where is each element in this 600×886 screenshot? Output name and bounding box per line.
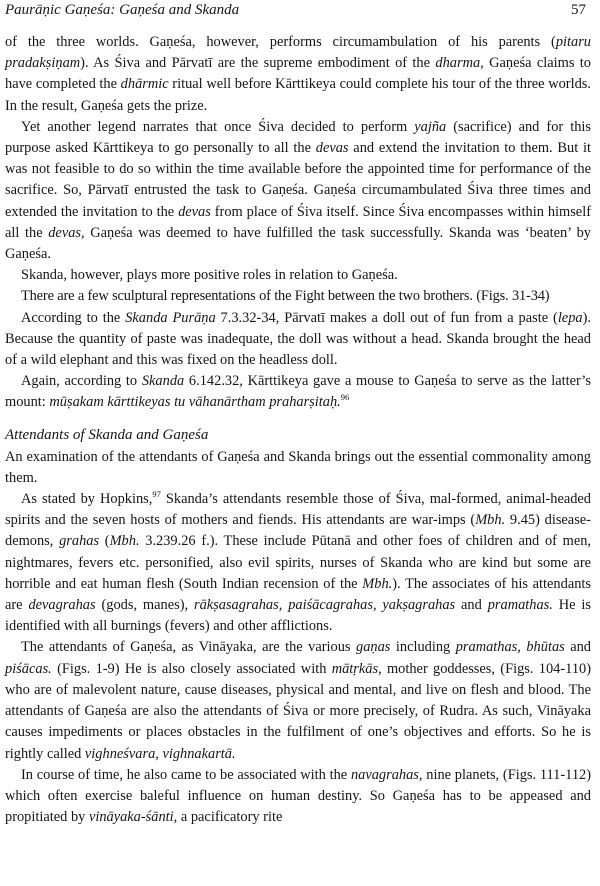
paragraph-yajna-legend: Yet another legend narrates that once Śiva decided to perform yajña (sacrifice) and for this purpose asked Kārttikeya to go personally to all the devas and extend the invitation to them. But it was not feasible to do so within the time available before the appointed time for performance of the sacrifice. So, Pārvatī entrusted the task to Gaṇeśa. Gaṇeśa circumambulated Śiva three times and extended the invitation to the devas from place of Śiva itself. Since Śiva encompasses within himself all the devas, Gaṇeśa was deemed to have fulfilled the task successfully. Skanda was ‘beaten’ by Gaṇeśa. <box>5 118 591 263</box>
paragraph-navagrahas: In course of time, he also came to be associated with the navagrahas, nine planets, (Figs. 111-112) which often exercise baleful influence on human destiny. So Gaṇeśa has to be appeased and propitiated by vināyaka-śānti, a pacificatory rite <box>5 766 592 826</box>
paragraph-sculptural-fight: There are a few sculptural representations of the Fight between the two brothers. (Figs. 31-34) <box>21 288 550 305</box>
running-title: Paurāṇic Gaṇeśa: Gaṇeśa and Skanda <box>5 2 240 18</box>
paragraph-attendants-intro: An examination of the attendants of Gaṇeśa and Skanda brings out the essential commonality among them. <box>5 448 591 486</box>
paragraph-hopkins: As stated by Hopkins,$^{97}$ Skanda’s attendants resemble those of Śiva, mal-formed, animal-headed spirits and the seven hosts of mothers and fiends. His attendants are war-imps (Mbh. 9.45) disease-demons, grahas (Mbh. 3.239.26 f.). These include Pūtanā and other foes of children and of men, nightmares, fevers etc. personified, also evil spirits, nurses of Skanda who are kind but some are horrible and eat human flesh (South Indian recension of the Mbh.). The associates of his attendants are devagrahas (gods, manes), rākṣasagrahas, paiśācagrahas, yakṣagrahas and pramathas. He is identified with all burnings (fevers) and other afflictions. <box>5 489 592 635</box>
paragraph-skanda-purana: According to the Skanda Purāṇa 7.3.32-34, Pārvatī makes a doll out of fun from a paste (lepa). Because the quantity of paste was inadequate, the doll was without a head. Skanda brought the head of a wild elephant and this was fixed on the headless doll. <box>5 309 591 369</box>
paragraph-circumambulation: of the three worlds. Gaṇeśa, however, performs circumambulation of his parents (pitaru pradakṣiṇam). As Śiva and Pārvatī are the supreme embodiment of the dharma, Gaṇeśa claims to have completed the dhārmic ritual well before Kārttikeya could complete his tour of the three worlds. In the result, Gaṇeśa gets the prize. <box>5 34 591 114</box>
page-header <box>5 2 586 26</box>
page-body <box>5 32 591 828</box>
section-heading-attendants: Attendants of Skanda and Gaṇeśa <box>5 426 209 443</box>
paragraph-skanda-roles: Skanda, however, plays more positive roles in relation to Gaṇeśa. <box>21 267 398 284</box>
paragraph-mouse-mount: Again, according to Skanda 6.142.32, Kārttikeya gave a mouse to Gaṇeśa to serve as the latter’s mount: mūṣakam kārttikeyas tu vāhanārtham praharṣitaḥ.$^{96}$ <box>5 373 591 411</box>
footnote-ref-96: 96 <box>340 392 350 403</box>
page-number: 57 <box>571 2 586 18</box>
paragraph-ganesa-attendants: The attendants of Gaṇeśa, as Vināyaka, are the various gaṇas including pramathas, bhūtas and piśācas. (Figs. 1-9) He is also closely associated with mātṛkās, mother goddesses, (Figs. 104-110) who are of malevolent nature, cause diseases, physical and mental, and live on flesh and blood. The attendants of Gaṇeśa are also the attendants of Śiva or more precisely, of Rudra. As such, Vināyaka causes impediments or places obstacles in the fulfilment of one’s objectives and efforts. So he is rightly called vighneśvara, vighnakartā. <box>5 639 591 762</box>
footnote-ref-97: 97 <box>152 489 161 500</box>
